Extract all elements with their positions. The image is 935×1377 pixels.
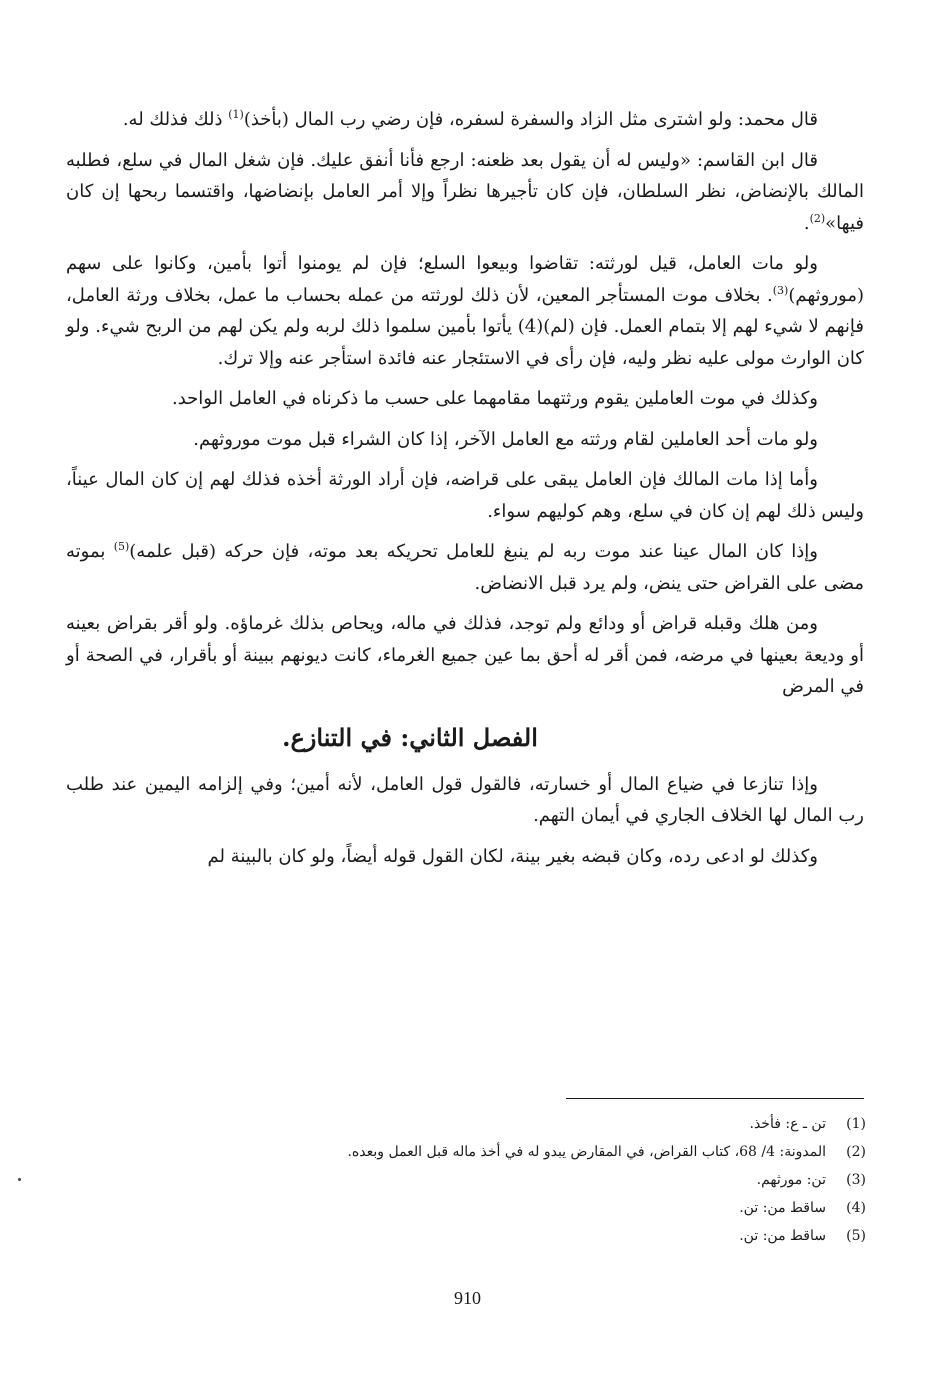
- footnote-item: [60, 1222, 866, 1250]
- footnote-text: ساقط من: تن.: [739, 1200, 826, 1216]
- footnote-number: (1): [846, 1116, 866, 1132]
- footnote-item: [60, 1194, 866, 1222]
- footnote-number: (5): [846, 1228, 866, 1244]
- paragraph: وإذا تنازعا في ضياع المال أو خسارته، فالقول قول العامل، لأنه أمين؛ وفي إلزامه اليمين عند طلب رب المال لها الخلاف الجاري في أيمان التهم.: [66, 773, 864, 826]
- footnote-ref: (1): [228, 108, 244, 121]
- paragraph: وكذلك لو ادعى رده، وكان قبضه بغير بينة، لكان القول قوله أيضاً، ولو كان بالبينة لم: [207, 845, 818, 867]
- margin-dot: [18, 1178, 21, 1181]
- paragraph: وإذا كان المال عينا عند موت ربه لم ينبغ للعامل تحريكه بعد موته، فإن حركه (قبل علمه)$^{(5)}$ بموته مضى على القراض حتى ينض، ولم يرد قبل الانضاض.: [66, 540, 864, 594]
- footnote-item: [60, 1166, 866, 1194]
- footnote-item: [60, 1110, 866, 1138]
- footnote-number: (2): [846, 1144, 866, 1160]
- paragraph: وأما إذا مات المالك فإن العامل يبقى على قراضه، فإن أراد الورثة أخذه فذلك لهم إن كان المال عيناً، وليس ذلك لهم إن كان في سلع، وهم كوليهم سواء.: [66, 469, 864, 522]
- paragraph: قال محمد: ولو اشترى مثل الزاد والسفرة لسفره، فإن رضي رب المال (بأخذ)$^{(1)}$ ذلك فذلك له.: [122, 108, 818, 130]
- footnote-ref: (5): [113, 540, 130, 553]
- footnotes: [60, 1110, 866, 1250]
- footnote-text: تن: مورثهم.: [756, 1172, 826, 1188]
- paragraph: ومن هلك وقبله قراض أو ودائع ولم توجد، فذلك في ماله، ويحاص بذلك غرماؤه. ولو أقر بقراض بعينه أو وديعة بعينها في مرضه، فمن أقر له أحق بما عين جميع الغرماء، كانت ديونهم ببينة أو بأقرار، في الصحة أو في المرض: [66, 613, 864, 697]
- footnote-ref: (2): [809, 211, 826, 225]
- page-number: 910: [454, 1288, 481, 1308]
- footnote-text: ساقط من: تن.: [739, 1228, 826, 1244]
- paragraph: وكذلك في موت العاملين يقوم ورثتهما مقامهما على حسب ما ذكرناه في العامل الواحد.: [171, 388, 818, 409]
- footnote-ref: (3): [772, 283, 789, 297]
- section-heading: الفصل الثاني: في التنازع.: [282, 722, 538, 752]
- paragraph: قال ابن القاسم: «وليس له أن يقول بعد ظعنه: ارجع فأنا أنفق عليك. فإن شغل المال في سلع، فطلبه المالك بالإنضاض، نظر السلطان، فإن كان تأجيرها نظراً وإلا أمر العامل بإنضاضها، واقتسما ربحها إن كان فيها»$^{(2)}$.: [66, 149, 864, 234]
- paragraph: ولو مات العامل، قيل لورثته: تقاضوا وبيعوا السلع؛ فإن لم يومنوا أتوا بأمين، وكانوا على سهم (موروثهم)$^{(3)}$. بخلاف موت المستأجر المعين، لأن ذلك لورثته من عمله بحساب ما عمل، بخلاف ورثة العامل، فإنهم لا شيء لهم إلا بتمام العمل. فإن (لم)(4) يأتوا بأمين سلموا ذلك لربه ولم يكن لهم من الربح شيء. ولو كان الوارث مولى عليه نظر وليه، فإن رأى في الاستئجار عنه فائدة استأجر عنه وإلا ترك.: [66, 253, 864, 369]
- footnote-number: (3): [846, 1172, 866, 1188]
- main-text: [66, 104, 864, 881]
- footnote-number: (4): [846, 1200, 866, 1216]
- paragraph: ولو مات أحد العاملين لقام ورثته مع العامل الآخر، إذا كان الشراء قبل موت موروثهم.: [193, 428, 818, 450]
- footnote-text: تن ـ ع: فأخذ.: [749, 1116, 826, 1132]
- footnote-item: [60, 1138, 866, 1166]
- footnote-text: المدونة: 4/ 68، كتاب القراض، في المقارض يبدو له في أخذ ماله قبل العمل وبعده.: [347, 1144, 826, 1160]
- footnote-divider: [566, 1098, 864, 1099]
